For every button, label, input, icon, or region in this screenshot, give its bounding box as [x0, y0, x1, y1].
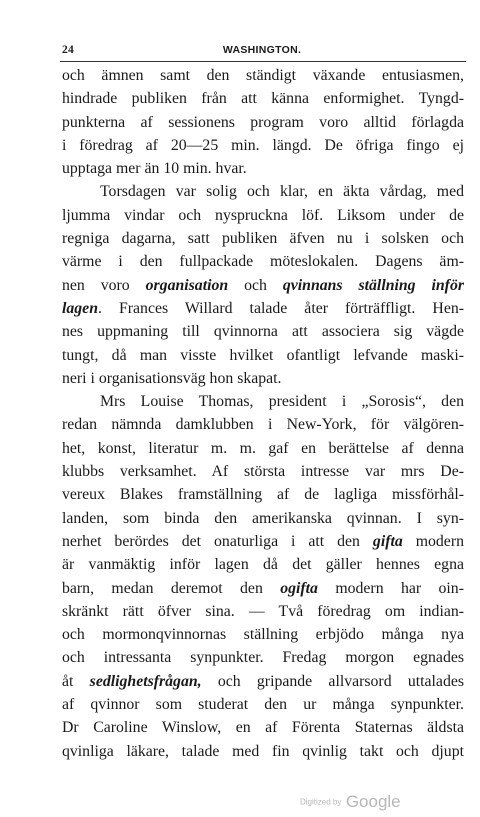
- page-number: 24: [62, 44, 75, 56]
- text-run: i föredrag af 20—25 min. längd. De öfriga fingo ej: [62, 136, 464, 154]
- italic-term: qvinnans ställning inför: [282, 276, 464, 294]
- text-line: [62, 460, 464, 483]
- italic-term: ogifta: [280, 579, 318, 597]
- text-run: ljumma vindar och nyspruckna löf. Liksom under de: [62, 206, 464, 224]
- text-run: regniga dagarna, satt publiken äfven nu i solsken och: [62, 230, 464, 248]
- text-line: [62, 180, 464, 203]
- text-run: värme i den fullpackade möteslokalen. Dagens äm-: [62, 253, 464, 271]
- text-run: nes uppmaning till qvinnorna att associera sig vägde: [62, 323, 464, 341]
- italic-term: lagen: [62, 299, 98, 317]
- page-header: [62, 44, 462, 60]
- text-run: modern har oin-: [317, 579, 464, 597]
- text-run: . Frances Willard talade åter förträffligt. Hen-: [97, 299, 464, 317]
- text-run: vereux Blakes framställning af de lagliga missförhål-: [62, 486, 464, 504]
- text-run: skränkt rätt öfver sina. — Två föredrag om indian-: [62, 602, 464, 620]
- text-line: [62, 227, 464, 250]
- text-line: [62, 530, 464, 553]
- text-run: Dr Caroline Winslow, en af Förenta Staternas äldsta: [62, 719, 464, 737]
- text-line: [62, 623, 464, 646]
- italic-term: gifta: [372, 532, 403, 550]
- text-line: [62, 507, 464, 530]
- text-line: [62, 716, 464, 739]
- text-run: upptaga mer än 10 min. hvar.: [62, 160, 247, 178]
- text-run: het, konst, literatur m. m. gaf en berättelse af denna: [62, 439, 464, 457]
- header-rule: [60, 61, 466, 62]
- text-run: nerhet berördes det onaturliga i att den: [62, 532, 373, 550]
- text-run: punkterna af sessionens program voro alltid förlagda: [62, 113, 464, 131]
- text-line: [62, 157, 464, 180]
- text-line: [62, 204, 464, 227]
- text-line: [62, 553, 464, 576]
- italic-term: organisation: [145, 276, 229, 294]
- text-line: [62, 87, 464, 110]
- text-run: klubbs verksamhet. Af största intresse var mrs De-: [62, 463, 464, 481]
- text-line: [62, 274, 464, 297]
- text-line: [62, 367, 464, 390]
- text-run: Mrs Louise Thomas, president i „Sorosis“, den: [100, 393, 464, 411]
- text-line: [62, 740, 464, 763]
- text-line: [62, 344, 464, 367]
- google-logo: Google: [345, 792, 401, 811]
- text-line: [62, 134, 464, 157]
- text-line: [62, 111, 464, 134]
- text-line: [62, 577, 464, 600]
- text-run: barn, medan deremot den: [62, 579, 281, 597]
- italic-term: sedlighetsfrågan,: [89, 672, 202, 690]
- text-run: Torsdagen var solig och klar, en äkta vårdag, med: [100, 183, 464, 201]
- text-line: [62, 600, 464, 623]
- text-run: och mormonqvinnornas ställning erbjödo många nya: [62, 626, 464, 644]
- body-text: [62, 64, 464, 763]
- text-run: är vanmäktig inför lagen då det gäller hennes egna: [62, 556, 464, 574]
- digitized-watermark: [300, 792, 401, 812]
- text-line: [62, 646, 464, 669]
- text-line: [62, 670, 464, 693]
- text-run: och ämnen samt den ständigt växande entusiasmen,: [62, 67, 464, 84]
- text-line: [62, 437, 464, 460]
- text-run: hindrade publiken från att känna enformighet. Tyngd-: [62, 90, 464, 108]
- text-run: landen, som binda den amerikanska qvinnan. I syn-: [62, 509, 464, 527]
- text-line: [62, 413, 464, 436]
- text-run: och: [228, 276, 283, 294]
- text-run: redan nämnda damklubben i New-York, för välgören-: [62, 416, 464, 434]
- text-run: och intressanta synpunkter. Fredag morgon egnades: [62, 649, 464, 667]
- text-run: nen voro: [62, 276, 146, 294]
- text-line: [62, 483, 464, 506]
- text-line: [62, 297, 464, 320]
- text-run: neri i organisationsväg hon skapat.: [62, 369, 282, 387]
- watermark-prefix: Digitized by: [300, 797, 342, 807]
- text-line: [62, 693, 464, 716]
- running-title: WASHINGTON.: [222, 44, 302, 56]
- text-line: [62, 320, 464, 343]
- text-run: och gripande allvarsord uttalades: [201, 672, 464, 690]
- text-run: tungt, då man visste hvilket ofantligt lefvande maski-: [62, 346, 464, 364]
- text-run: åt: [62, 672, 90, 690]
- text-run: af qvinnor som studerat den ur många synpunkter.: [62, 696, 464, 714]
- text-line: [62, 250, 464, 273]
- text-run: qvinliga läkare, talade med fin qvinlig takt och djupt: [62, 742, 464, 760]
- text-run: modern: [402, 532, 464, 550]
- text-line: [62, 64, 464, 87]
- text-line: [62, 390, 464, 413]
